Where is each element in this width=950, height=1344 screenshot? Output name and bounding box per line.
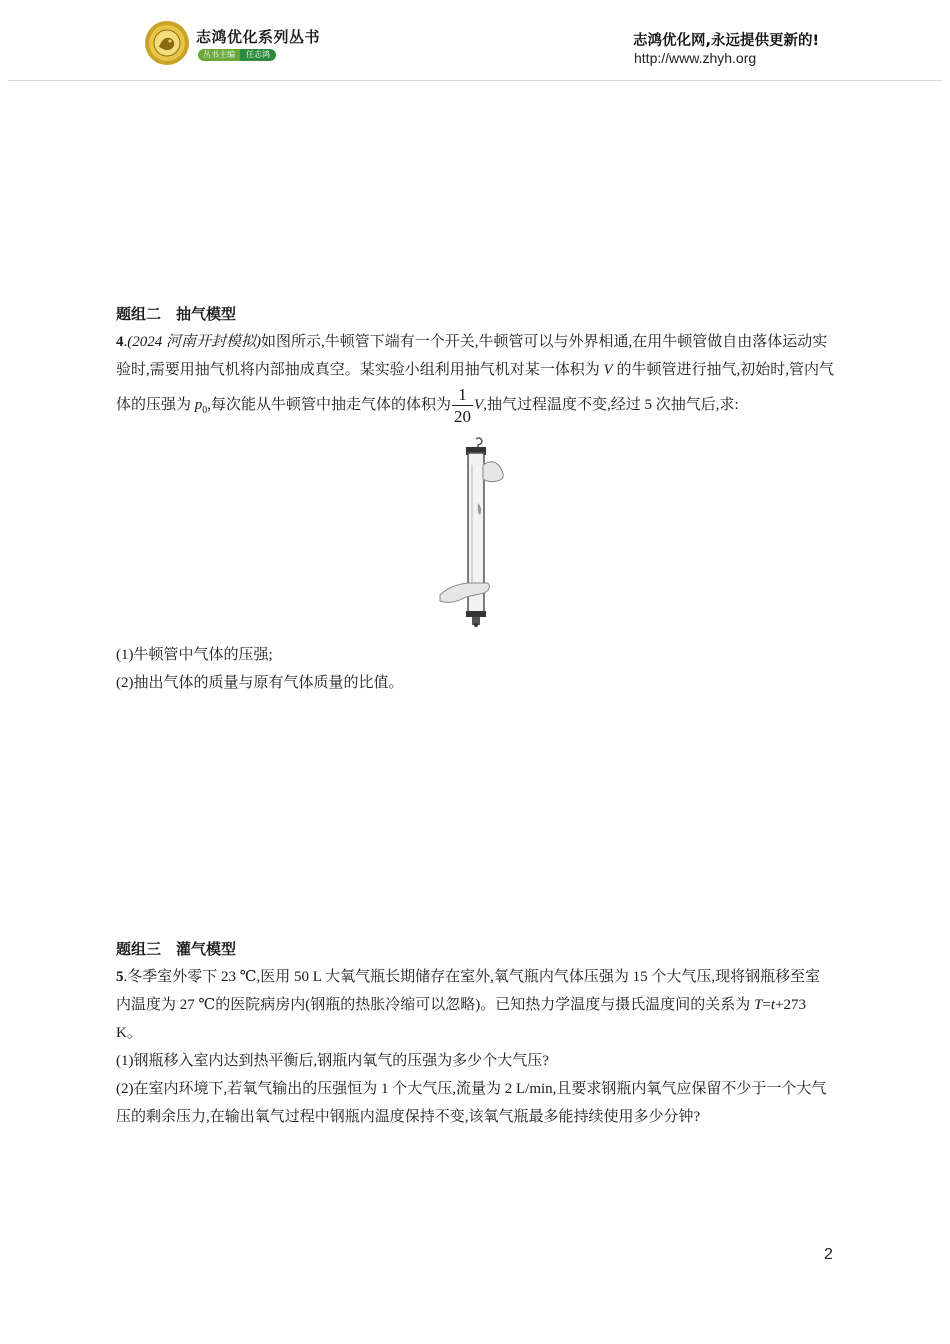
fraction-numerator: 1	[452, 384, 473, 406]
header-divider	[8, 80, 942, 81]
fraction-denominator: 20	[454, 407, 472, 426]
fraction	[452, 384, 473, 427]
slogan: 志鸿优化网,永远提供更新的!	[633, 33, 820, 49]
section-title-3: 题组三 灌气模型	[116, 940, 237, 958]
question-5	[116, 963, 834, 1047]
question-text: 的牛顿管进行抽气,初始时,管内气体的压强为	[116, 362, 834, 413]
question-text: 如图所示,牛顿管下端有一个开关,牛顿管可以与外界相通,在用牛顿管做自由落体运动实验时,需要用抽气机将内部抽成真空。某实验小组利用抽气机对某一体积为	[116, 334, 828, 378]
question-number: 4	[116, 334, 124, 350]
formula-rest: +273 K。	[116, 997, 806, 1041]
formula-eq: =	[762, 997, 771, 1013]
question-4-sub-2: (2)抽出气体的质量与原有气体质量的比值。	[116, 675, 404, 691]
newton-tube-figure	[116, 435, 834, 627]
answer-space	[116, 697, 834, 935]
var-p-subscript: 0	[202, 404, 208, 416]
page-content	[116, 300, 834, 1131]
section-title-2: 题组二 抽气模型	[116, 305, 237, 323]
site-url[interactable]: http://www.zhyh.org	[634, 50, 757, 66]
page-number: 2	[824, 1246, 833, 1263]
var-p: p	[194, 396, 203, 413]
question-5-sub-1: (1)钢瓶移入室内达到热平衡后,钢瓶内氧气的压强为多少个大气压?	[116, 1053, 549, 1069]
question-source: (2024 河南开封模拟)	[127, 334, 261, 350]
var-v: V	[603, 362, 613, 378]
brand-sub-name: 任志鸿	[240, 49, 276, 61]
var-v: V	[474, 396, 484, 413]
question-5-sub-2: (2)在室内环境下,若氧气输出的压强恒为 1 个大气压,流量为 2 L/min,且要求钢瓶内氧气应保留不少于一个大气压的剩余压力,在输出氧气过程中钢瓶内温度保持不变,该氧气瓶最多能持续使用多少分钟?	[116, 1081, 827, 1125]
question-text: ,每次能从牛顿管中抽走气体的体积为	[207, 396, 452, 413]
formula-var-t-upper: T	[754, 997, 763, 1013]
question-text: .冬季室外零下 23 ℃,医用 50 L 大氧气瓶长期储存在室外,氧气瓶内气体压强为 15 个大气压,现将钢瓶移至室内温度为 27 ℃的医院病房内(钢瓶的热胀冷缩可以忽略)。已知热力学温度与摄氏温度间的关系为	[116, 969, 821, 1013]
page-header	[0, 0, 950, 80]
question-text: ,抽气过程温度不变,经过 5 次抽气后,求:	[483, 396, 739, 413]
question-number: 5	[116, 969, 124, 985]
brand-subtitle	[198, 48, 276, 61]
newton-tube-icon	[438, 435, 508, 627]
formula-var-t-lower: t	[770, 997, 776, 1013]
question-4: 4.(2024 河南开封模拟)如图所示,牛顿管下端有一个开关,牛顿管可以与外界相通,在用牛顿管做自由落体运动实验时,需要用抽气机将内部抽成真空。某实验小组利用抽气机对某一体积为 V 的牛顿管进行抽气,初始时,管内气体的压强为 $p_0$,每次能从牛顿管中抽走气体的体积为 $\frac{1}{20}$ V,抽气过程温度不变,经过 5 次抽气后,求:	[116, 334, 834, 426]
brand-sub-label: 丛书主编	[198, 49, 240, 61]
question-4-sub-1: (1)牛顿管中气体的压强;	[116, 647, 273, 663]
seal-logo-icon	[144, 20, 190, 66]
brand-title: 志鸿优化系列丛书	[196, 28, 321, 46]
